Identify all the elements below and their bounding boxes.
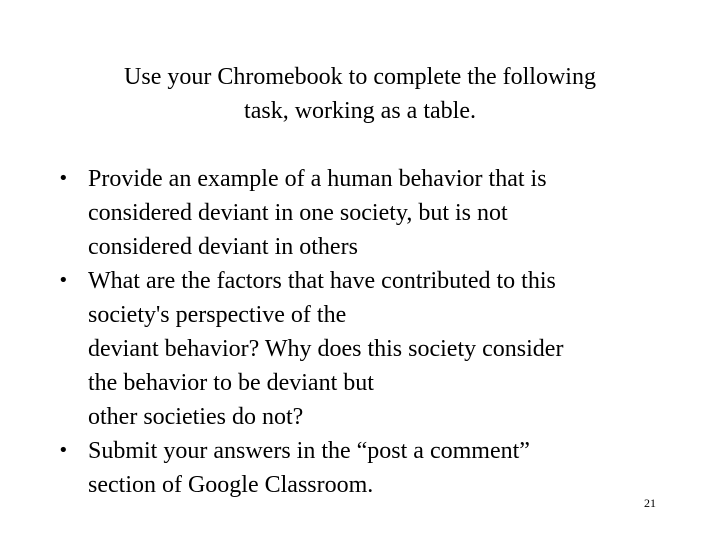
bullet-dot-icon: • — [58, 270, 69, 291]
bullet-text-line: deviant behavior? Why does this society consider — [88, 336, 564, 362]
bullet-text-line: Provide an example of a human behavior that is — [88, 166, 547, 192]
bullet-text-line: society's perspective of the — [88, 302, 347, 328]
bullet-text-line: the behavior to be deviant but — [88, 370, 374, 396]
bullet-text-line: considered deviant in others — [88, 234, 358, 260]
bullet-item-example — [58, 162, 678, 264]
title-line: Use your Chromebook to complete the following — [124, 64, 596, 90]
bullet-text-line: section of Google Classroom. — [88, 472, 374, 498]
bullet-dot-icon: • — [58, 168, 69, 189]
bullet-text-line: What are the factors that have contributed to this — [88, 268, 556, 294]
bullet-item-submit — [58, 434, 678, 502]
bullet-item-factors — [58, 264, 678, 434]
bullet-dot-icon: • — [58, 440, 69, 461]
bullet-list — [58, 162, 678, 502]
title-line: task, working as a table. — [244, 98, 476, 124]
slide-title — [40, 60, 680, 128]
bullet-text-line: other societies do not? — [88, 404, 304, 430]
page-number: 21 — [644, 496, 656, 510]
bullet-text-line: considered deviant in one society, but is not — [88, 200, 508, 226]
bullet-text-line: Submit your answers in the “post a comment” — [88, 438, 530, 464]
